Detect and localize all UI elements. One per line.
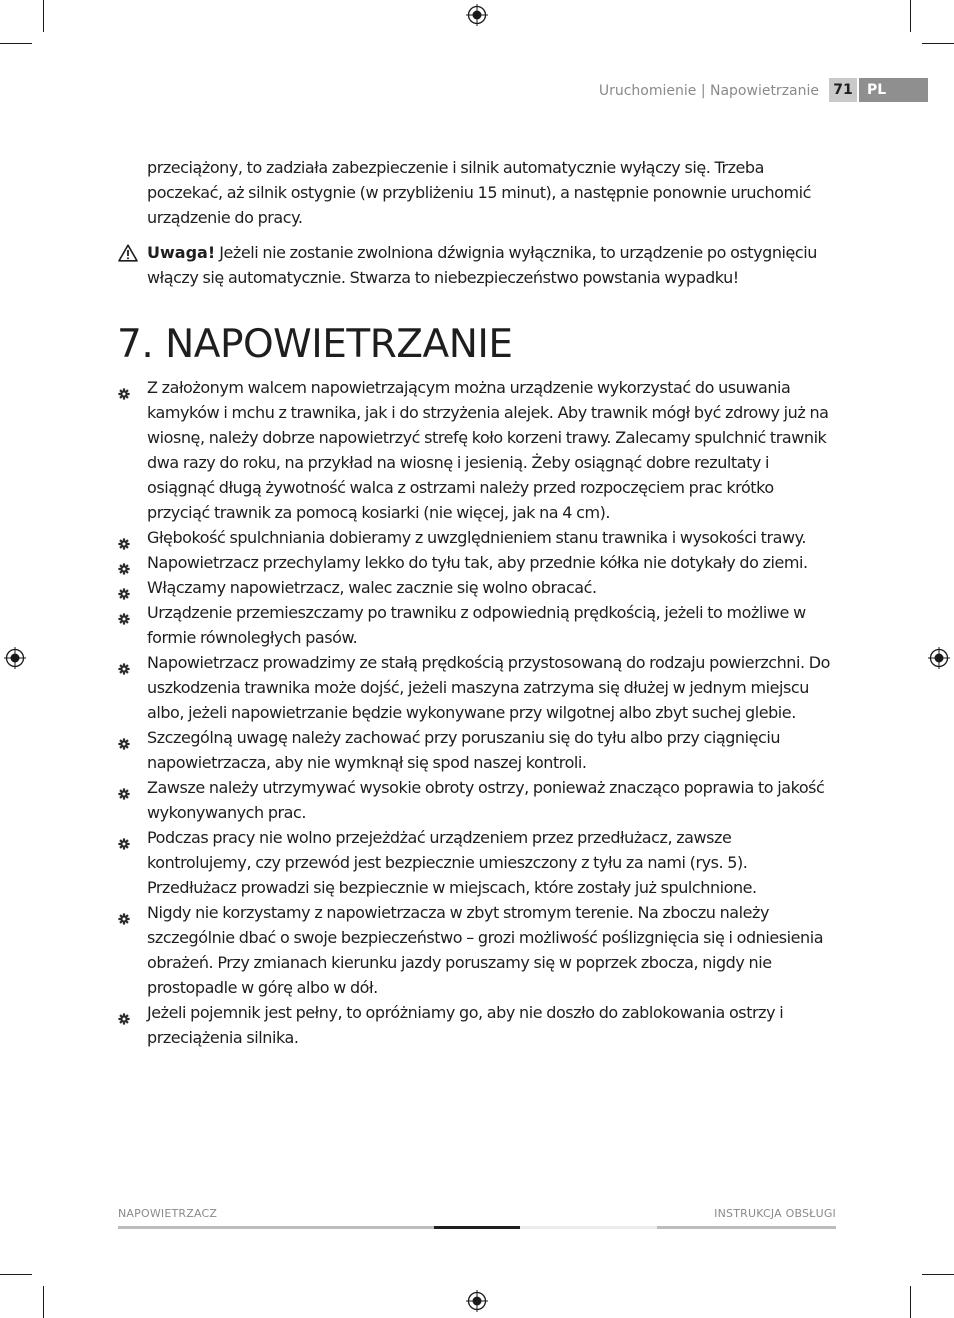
list-item-text: Zawsze należy utrzymywać wysokie obroty ostrzy, ponieważ znacząco poprawia to jakość wykonywanych prac. [147, 778, 825, 822]
list-item [118, 550, 838, 575]
list-item [118, 725, 838, 775]
footer-rule [434, 1226, 520, 1229]
list-item-text: Napowietrzacz prowadzimy ze stałą prędkością przystosowaną do rodzaju powierzchni. Do uszkodzenia trawnika może dojść, jeżeli maszyna zatrzyma się dłużej w jednym miejscu albo, jeżeli napowietrzanie będzie wykonywane przy wilgotnej albo zbyt suchej glebie. [147, 653, 830, 722]
list-item-text: Szczególną uwagę należy zachować przy poruszaniu się do tyłu albo przy ciągnięciu napowietrzacza, aby nie wymknął się spod naszej kontroli. [147, 728, 781, 772]
list-item-text: Podczas pracy nie wolno przejeżdżać urządzeniem przez przedłużacz, zawsze kontrolujemy, czy przewód jest bezpiecznie umieszczony z tyłu za nami (rys. 5). Przedłużacz prowadzi się bezpiecznie w miejscach, które zostały już spulchnione. [147, 828, 757, 897]
crop-mark [922, 43, 954, 44]
crop-mark [0, 43, 32, 44]
gear-bullet-icon [118, 907, 130, 919]
continuation-paragraph: przeciążony, to zadziała zabezpieczenie i silnik automatycznie wyłączy się. Trzeba poczekać, aż silnik ostygnie (w przybliżeniu 15 minut), a następnie ponownie uruchomić urządzenie do pracy. [147, 158, 811, 227]
header-section-title: Uruchomienie | Napowietrzanie [598, 83, 819, 99]
list-item-text: Napowietrzacz przechylamy lekko do tyłu tak, aby przednie kółka nie dotykały do ziemi. [147, 553, 808, 572]
footer-rule [657, 1226, 836, 1229]
footer-rule [118, 1226, 434, 1229]
list-item-text: Głębokość spulchniania dobieramy z uwzględnieniem stanu trawnika i wysokości trawy. [147, 528, 806, 547]
list-item [118, 650, 838, 725]
gear-bullet-icon [118, 1007, 130, 1019]
list-item-text: Jeżeli pojemnik jest pełny, to opróżniamy go, aby nie doszło do zablokowania ostrzy i przeciążenia silnika. [147, 1003, 784, 1047]
gear-bullet-icon [118, 582, 130, 594]
gear-bullet-icon [118, 732, 130, 744]
list-item [118, 825, 838, 900]
list-item-text: Z założonym walcem napowietrzającym można urządzenie wykorzystać do usuwania kamyków i mchu z trawnika, jak i do strzyżenia alejek. Aby trawnik mógł być zdrowy już na wiosnę, należy dobrze napowietrzyć strefę koło korzeni trawy. Zalecamy spulchnić trawnik dwa razy do roku, na przykład na wiosnę i jesienią. Żeby osiągnąć dobre rezultaty i osiągnąć długą żywotność walca z ostrzami należy przed rozpoczęciem prac krótko przyciąć trawnik za pomocą kosiarki (nie więcej, jak na 4 cm). [147, 378, 829, 522]
gear-bullet-icon [118, 832, 130, 844]
gear-bullet-icon [118, 532, 130, 544]
list-item [118, 900, 838, 1000]
page-number: 71 [829, 78, 857, 102]
list-item [118, 575, 838, 600]
gear-bullet-icon [118, 657, 130, 669]
warning-triangle-icon [118, 244, 138, 262]
list-item-text: Urządzenie przemieszczamy po trawniku z odpowiednią prędkością, jeżeli to możliwe w formie równoległych pasów. [147, 603, 806, 647]
list-item [118, 375, 838, 525]
crop-mark [43, 1286, 44, 1318]
list-item-text: Nigdy nie korzystamy z napowietrzacza w zbyt stromym terenie. Na zboczu należy szczególnie dbać o swoje bezpieczeństwo – grozi możliwość poślizgnięcia się i odniesienia obrażeń. Przy zmianach kierunku jazdy poruszamy się w poprzek zbocza, nigdy nie prostopadle w górę albo w dół. [147, 903, 824, 997]
gear-bullet-icon [118, 557, 130, 569]
warning-note [118, 240, 838, 290]
footer-product-name: NAPOWIETRZACZ [118, 1207, 218, 1220]
crop-mark [0, 1274, 32, 1275]
gear-bullet-icon [118, 782, 130, 794]
language-tab: PL [859, 78, 928, 102]
crop-mark [922, 1274, 954, 1275]
list-item [118, 775, 838, 825]
registration-mark-icon [928, 647, 950, 669]
warning-label: Uwaga! [147, 243, 216, 262]
footer-doc-type: INSTRUKCJA OBSŁUGI [714, 1207, 836, 1220]
registration-mark-icon [4, 647, 26, 669]
warning-body: Jeżeli nie zostanie zwolniona dźwignia wyłącznika, to urządzenie po ostygnięciu włączy się automatycznie. Stwarza to niebezpieczeństwo powstania wypadku! [147, 243, 817, 287]
list-item [118, 1000, 838, 1050]
footer-rule [520, 1226, 657, 1229]
list-item [118, 525, 838, 550]
crop-mark [910, 1286, 911, 1318]
section-title: 7. NAPOWIETRZANIE [117, 322, 513, 367]
list-item-text: Włączamy napowietrzacz, walec zacznie się wolno obracać. [147, 578, 597, 597]
crop-mark [910, 0, 911, 32]
crop-mark [43, 0, 44, 32]
registration-mark-icon [466, 1290, 488, 1312]
gear-bullet-icon [118, 382, 130, 394]
bullet-list [118, 375, 838, 1050]
warning-text [147, 240, 838, 290]
registration-mark-icon [466, 4, 488, 26]
gear-bullet-icon [118, 607, 130, 619]
list-item [118, 600, 838, 650]
